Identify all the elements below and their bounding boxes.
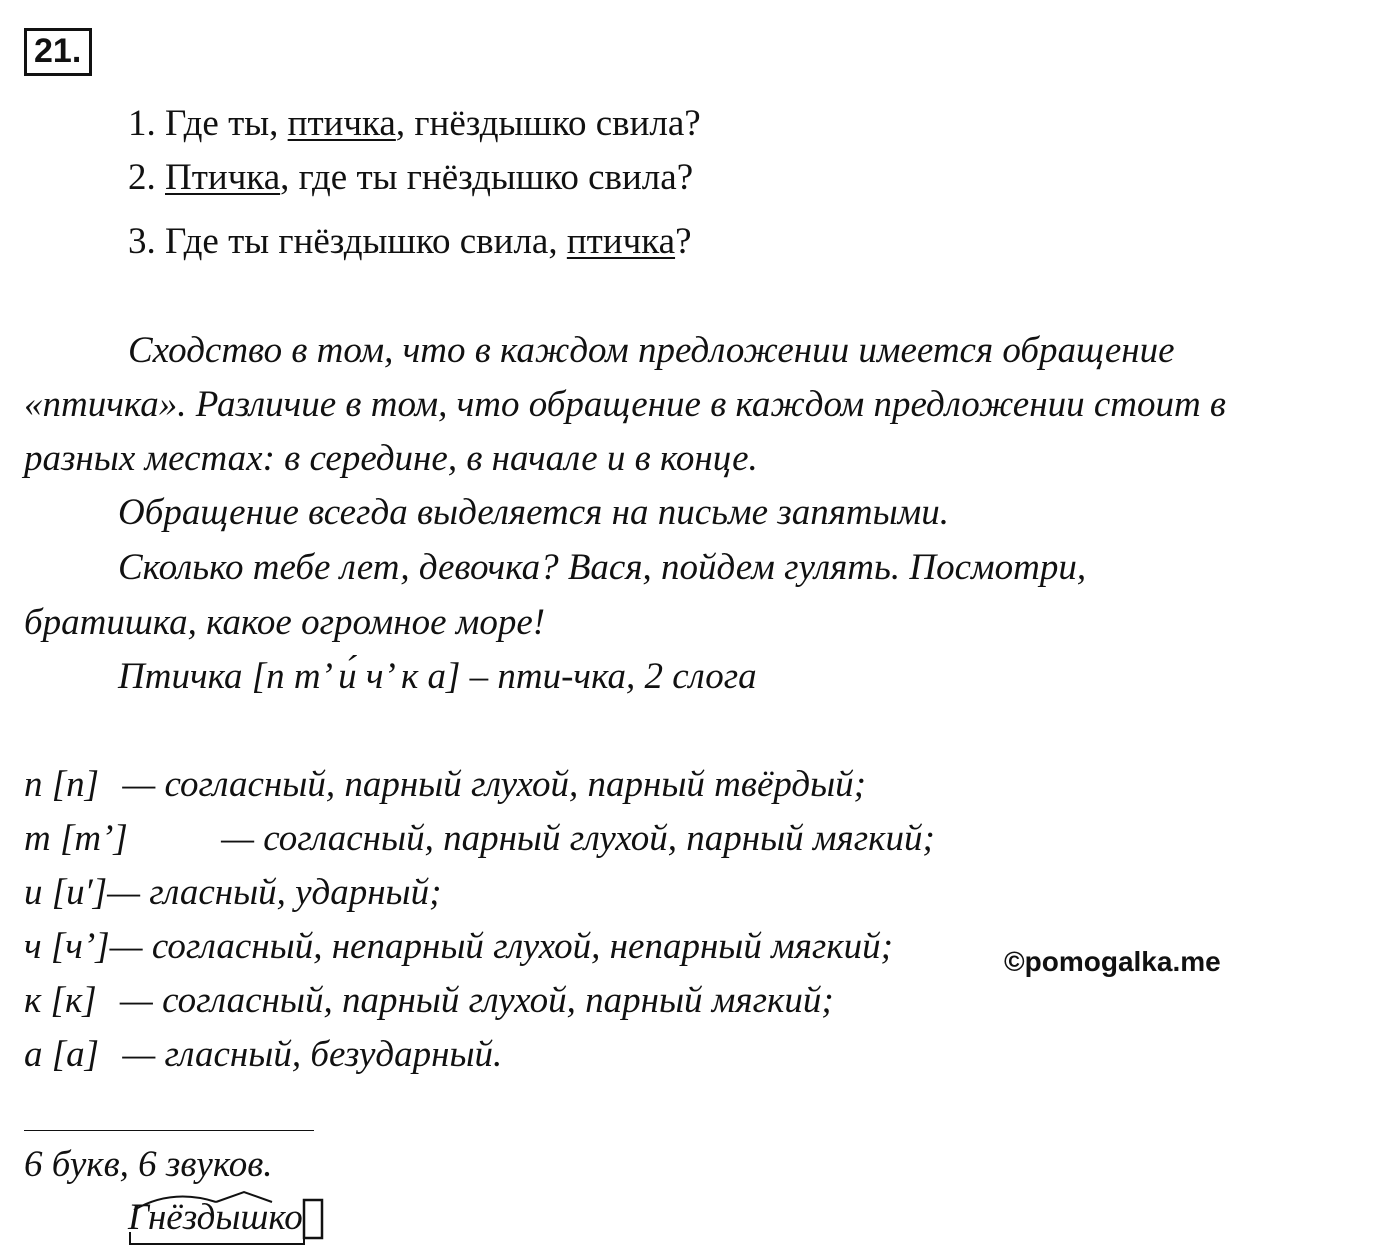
phonetic-row	[24, 758, 866, 812]
phonetic-description: — согласный, парный глухой, парный твёрдый;	[122, 764, 866, 805]
rule-text: Обращение всегда выделяется на письме запятыми.	[118, 492, 950, 533]
addressee-word: птичка	[566, 221, 676, 262]
phonetic-letter: т [т’]	[24, 818, 128, 859]
sentence-number: 1.	[128, 103, 156, 144]
word-ending: о	[284, 1197, 303, 1238]
sentence-1	[128, 102, 701, 146]
phonetic-letter: и [и′]	[24, 872, 108, 913]
root-arc-mark	[134, 1197, 216, 1210]
sentence-2	[128, 156, 693, 200]
stem-bracket-mark	[130, 1232, 304, 1244]
phonetic-description: — согласный, непарный глухой, непарный мягкий;	[109, 926, 893, 967]
watermark: ©pomogalka.me	[1004, 946, 1221, 977]
sentence-number: 2.	[128, 157, 156, 198]
sentence-text-after: , где ты гнёздышко свила?	[280, 157, 694, 198]
phonetic-letter: к [к]	[24, 980, 97, 1021]
phonetic-letter: а [а]	[24, 1034, 100, 1075]
explanation-line-3: разных местах: в середине, в начале и в конце.	[24, 438, 758, 479]
transcription: Птичка [п т’ и́ ч’ к а] – пти-чка, 2 слога	[118, 656, 757, 697]
task-number: 21.	[24, 28, 92, 76]
phonetic-row	[24, 812, 935, 866]
sentence-text-after: ?	[675, 221, 692, 262]
separator-rule	[24, 1130, 314, 1131]
sentence-text-before: Где ты гнёздышко свила,	[165, 221, 567, 262]
explanation-line-2: «птичка». Различие в том, что обращение в каждом предложении стоит в	[24, 384, 1226, 425]
phonetic-row	[24, 866, 441, 920]
sentence-3	[128, 220, 692, 264]
explanation-line-1: Сходство в том, что в каждом предложении имеется обращение	[128, 330, 1175, 371]
phonetic-description: — согласный, парный глухой, парный мягкий;	[119, 980, 834, 1021]
phonetic-letter: п [п]	[24, 764, 100, 805]
letter-sound-count: 6 букв, 6 звуков.	[24, 1144, 273, 1185]
phonetic-description: — гласный, ударный;	[107, 872, 442, 913]
examples-line-1: Сколько тебе лет, девочка? Вася, пойдем гулять. Посмотри,	[118, 547, 1087, 588]
examples-line-2: братишка, какое огромное море!	[24, 602, 546, 643]
addressee-word: Птичка	[165, 157, 281, 198]
morpheme-marks	[120, 1186, 330, 1250]
sentence-text-before: Где ты,	[165, 103, 288, 144]
suffix-caret-mark	[216, 1192, 272, 1202]
ending-box-mark	[304, 1200, 322, 1238]
sentence-number: 3.	[128, 221, 156, 262]
word-stem: Гнёздышк	[128, 1197, 285, 1238]
phonetic-letter: ч [ч’]	[24, 926, 110, 967]
phonetic-description: — гласный, безударный.	[122, 1034, 503, 1075]
sentence-text-after: , гнёздышко свила?	[395, 103, 701, 144]
phonetic-row	[24, 1028, 502, 1082]
phonetic-row	[24, 920, 893, 974]
addressee-word: птичка	[287, 103, 396, 144]
phonetic-row	[24, 974, 834, 1028]
phonetic-description: — согласный, парный глухой, парный мягкий;	[221, 818, 935, 859]
